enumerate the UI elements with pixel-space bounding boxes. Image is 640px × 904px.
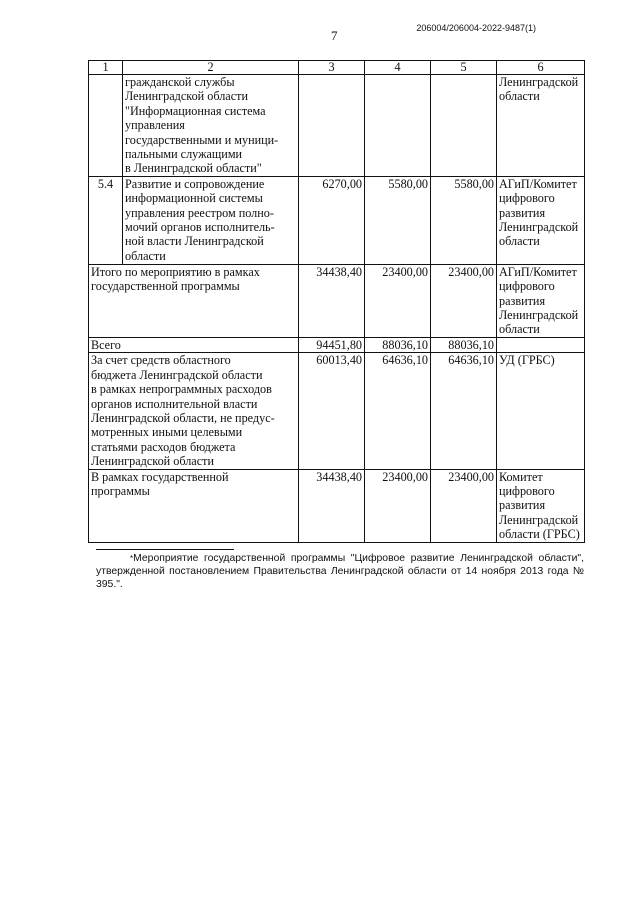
row-name: гражданской службы Ленинградской области "Информационная система управления государственными и муници- пальными служащими в Ленинградской области" bbox=[123, 75, 299, 177]
table-row bbox=[89, 176, 585, 264]
row-name: За счет средств областного бюджета Ленинградской области в рамках непрограммных расходов органов исполнительной власти Ленинградской области, не предус- мотренных иными целевыми статьями расходов бюджета Ленинградской области bbox=[89, 353, 299, 469]
value-col4: 23400,00 bbox=[365, 469, 431, 542]
column-header: 3 bbox=[299, 61, 365, 75]
row-index: 5.4 bbox=[89, 176, 123, 264]
table-row bbox=[89, 353, 585, 469]
row-name: В рамках государственной программы bbox=[89, 469, 299, 542]
value-col3: 34438,40 bbox=[299, 264, 365, 337]
value-col5: 5580,00 bbox=[431, 176, 497, 264]
column-header: 5 bbox=[431, 61, 497, 75]
value-col5: 64636,10 bbox=[431, 353, 497, 469]
value-col4: 23400,00 bbox=[365, 264, 431, 337]
table-row bbox=[89, 337, 585, 352]
value-col4: 64636,10 bbox=[365, 353, 431, 469]
column-header: 4 bbox=[365, 61, 431, 75]
responsible: Ленинградской области bbox=[497, 75, 585, 177]
value-col5: 88036,10 bbox=[431, 337, 497, 352]
footnote-mark: * bbox=[130, 554, 134, 563]
footnote-divider bbox=[96, 549, 234, 550]
responsible: Комитет цифрового развития Ленинградской области (ГРБС) bbox=[497, 469, 585, 542]
value-col3: 34438,40 bbox=[299, 469, 365, 542]
responsible: АГиП/Комитет цифрового развития Ленинградской области bbox=[497, 264, 585, 337]
column-header: 2 bbox=[123, 61, 299, 75]
column-header: 6 bbox=[497, 61, 585, 75]
responsible: УД (ГРБС) bbox=[497, 353, 585, 469]
table-row bbox=[89, 264, 585, 337]
value-col3 bbox=[299, 75, 365, 177]
row-name: Итого по мероприятию в рамках государственной программы bbox=[89, 264, 299, 337]
value-col3: 6270,00 bbox=[299, 176, 365, 264]
budget-table bbox=[88, 60, 585, 543]
value-col4 bbox=[365, 75, 431, 177]
responsible bbox=[497, 337, 585, 352]
value-col4: 5580,00 bbox=[365, 176, 431, 264]
row-name: Всего bbox=[89, 337, 299, 352]
value-col5: 23400,00 bbox=[431, 264, 497, 337]
row-index bbox=[89, 75, 123, 177]
value-col5 bbox=[431, 75, 497, 177]
table-header-row bbox=[89, 61, 585, 75]
document-id: 206004/206004-2022-9487(1) bbox=[416, 23, 536, 33]
footnote bbox=[96, 552, 584, 591]
table-row bbox=[89, 469, 585, 542]
value-col3: 94451,80 bbox=[299, 337, 365, 352]
value-col4: 88036,10 bbox=[365, 337, 431, 352]
column-header: 1 bbox=[89, 61, 123, 75]
footnote-text: Мероприятие государственной программы "Цифровое развитие Ленинградской области", утвержденной постановлением Правительства Ленинградской области от 14 ноября 2013 года № 395.". bbox=[96, 553, 584, 590]
table-row bbox=[89, 75, 585, 177]
row-name: Развитие и сопровождение информационной системы управления реестром полно- мочий органов исполнитель- ной власти Ленинградской области bbox=[123, 176, 299, 264]
value-col5: 23400,00 bbox=[431, 469, 497, 542]
responsible: АГиП/Комитет цифрового развития Ленинградской области bbox=[497, 176, 585, 264]
value-col3: 60013,40 bbox=[299, 353, 365, 469]
page-number: 7 bbox=[331, 28, 338, 43]
